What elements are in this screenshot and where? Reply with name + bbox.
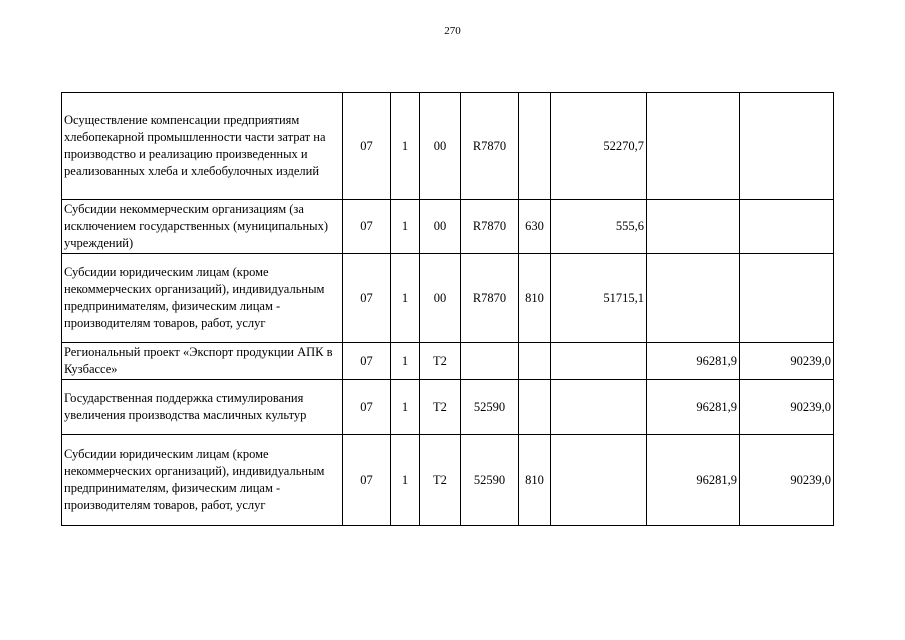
sum-2: 96281,9 (647, 435, 740, 526)
row-name: Региональный проект «Экспорт продукции АПК в Кузбассе» (62, 343, 343, 380)
target-code: 52590 (461, 380, 519, 435)
section-code: 07 (343, 93, 391, 200)
section-code: 07 (343, 200, 391, 254)
table-row (62, 200, 834, 254)
budget-table (61, 92, 834, 526)
target-code: 52590 (461, 435, 519, 526)
program-code: 1 (391, 200, 420, 254)
subprogram-code: T2 (420, 435, 461, 526)
program-code: 1 (391, 93, 420, 200)
sum-1: 51715,1 (551, 254, 647, 343)
sum-2: 96281,9 (647, 380, 740, 435)
sum-1 (551, 343, 647, 380)
sum-2 (647, 93, 740, 200)
subprogram-code: 00 (420, 254, 461, 343)
row-name: Субсидии юридическим лицам (кроме некоммерческих организаций), индивидуальным предпринимателям, физическим лицам - производителям товаров, работ, услуг (62, 435, 343, 526)
program-code: 1 (391, 254, 420, 343)
target-code (461, 343, 519, 380)
target-code: R7870 (461, 200, 519, 254)
sum-1 (551, 380, 647, 435)
section-code: 07 (343, 254, 391, 343)
page-number: 270 (444, 25, 461, 37)
table-row (62, 380, 834, 435)
section-code: 07 (343, 343, 391, 380)
row-name: Субсидии некоммерческим организациям (за исключением государственных (муниципальных) учреждений) (62, 200, 343, 254)
program-code: 1 (391, 380, 420, 435)
table-row (62, 343, 834, 380)
sum-1: 52270,7 (551, 93, 647, 200)
subprogram-code: 00 (420, 93, 461, 200)
expense-type-code (519, 343, 551, 380)
subprogram-code: 00 (420, 200, 461, 254)
program-code: 1 (391, 435, 420, 526)
sum-3 (740, 254, 834, 343)
subprogram-code: T2 (420, 343, 461, 380)
sum-3 (740, 200, 834, 254)
sum-3: 90239,0 (740, 435, 834, 526)
program-code: 1 (391, 343, 420, 380)
expense-type-code: 810 (519, 435, 551, 526)
expense-type-code: 810 (519, 254, 551, 343)
sum-3: 90239,0 (740, 343, 834, 380)
sum-1 (551, 435, 647, 526)
row-name: Государственная поддержка стимулирования увеличения производства масличных культур (62, 380, 343, 435)
expense-type-code (519, 93, 551, 200)
sum-2 (647, 200, 740, 254)
section-code: 07 (343, 380, 391, 435)
table-row (62, 435, 834, 526)
sum-3: 90239,0 (740, 380, 834, 435)
row-name: Субсидии юридическим лицам (кроме некоммерческих организаций), индивидуальным предпринимателям, физическим лицам - производителям товаров, работ, услуг (62, 254, 343, 343)
section-code: 07 (343, 435, 391, 526)
expense-type-code: 630 (519, 200, 551, 254)
subprogram-code: T2 (420, 380, 461, 435)
row-name: Осуществление компенсации предприятиям хлебопекарной промышленности части затрат на производство и реализацию произведенных и реализованных хлеба и хлебобулочных изделий (62, 93, 343, 200)
table-row (62, 254, 834, 343)
sum-3 (740, 93, 834, 200)
sum-2: 96281,9 (647, 343, 740, 380)
expense-type-code (519, 380, 551, 435)
sum-2 (647, 254, 740, 343)
table-row (62, 93, 834, 200)
target-code: R7870 (461, 93, 519, 200)
target-code: R7870 (461, 254, 519, 343)
sum-1: 555,6 (551, 200, 647, 254)
